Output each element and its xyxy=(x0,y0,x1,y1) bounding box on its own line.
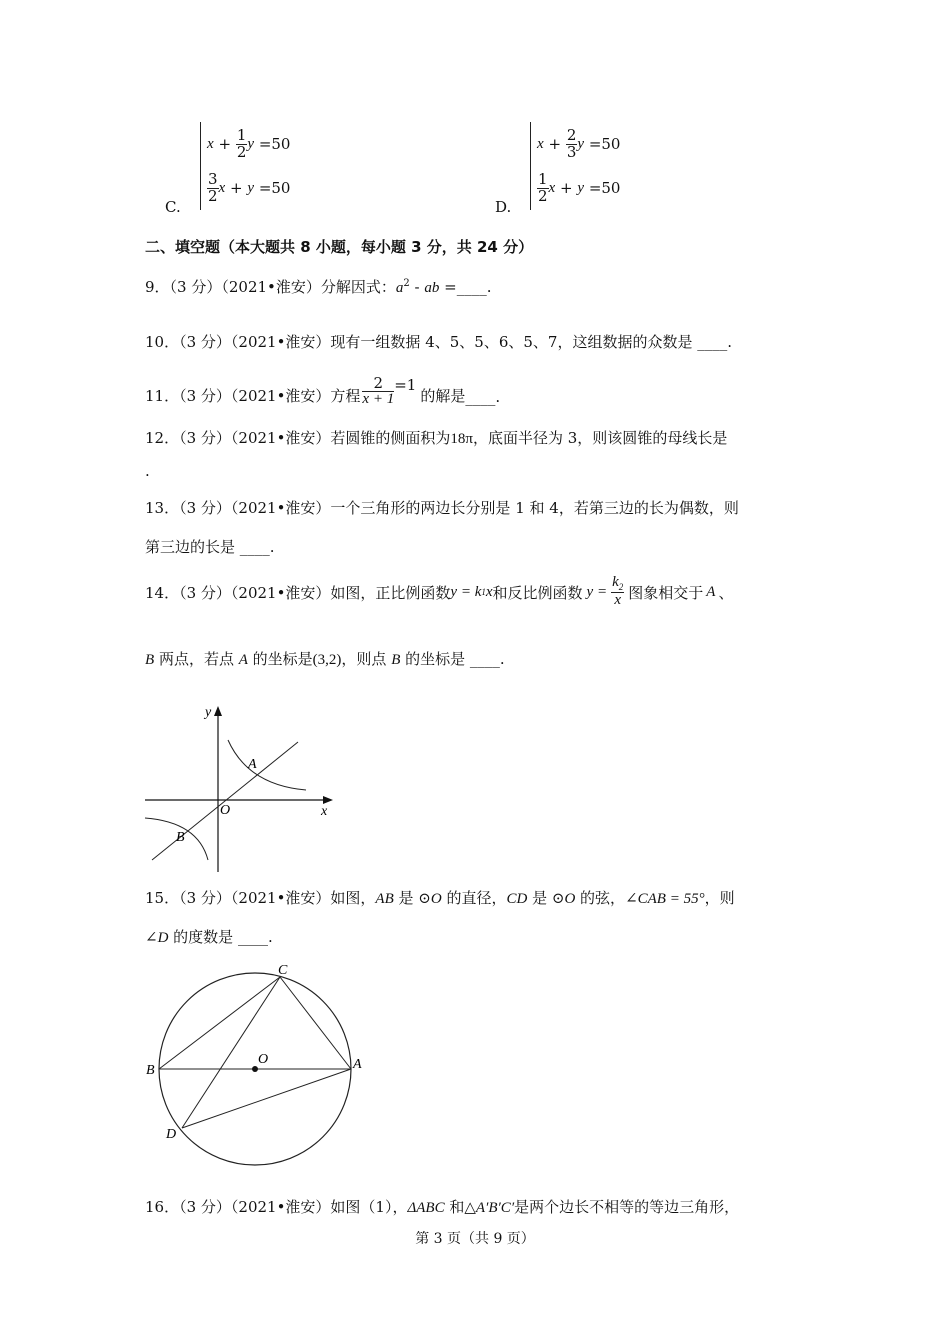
answer-blank: ____ xyxy=(697,333,728,351)
chord-ca xyxy=(280,977,351,1069)
label-point-a: A xyxy=(248,757,257,772)
answer-blank: ____ xyxy=(465,388,496,406)
answer-blank: ____ xyxy=(469,650,500,668)
proportional-line xyxy=(152,742,298,860)
option-c-eq2: $\frac{3}{2}$ x + y =50 xyxy=(208,169,291,205)
chord-da xyxy=(182,1069,351,1128)
label-c: C xyxy=(278,963,288,978)
label-point-b: B xyxy=(176,830,185,845)
section-title: 二、填空题（本大题共 8 小题，每小题 3 分，共 24 分） xyxy=(145,238,534,256)
answer-blank: ____ xyxy=(456,278,487,296)
option-d xyxy=(495,198,511,216)
label-origin: O xyxy=(220,803,231,818)
label-y: y xyxy=(205,705,212,720)
answer-blank: ____ xyxy=(237,928,268,946)
question-13: 13．（3 分）（2021•淮安）一个三角形的两边长分别是 1 和 4，若第三边的长为偶数，则 xyxy=(145,499,739,517)
option-d-label: D. xyxy=(495,198,512,216)
option-c-system xyxy=(200,122,290,210)
option-c xyxy=(165,198,181,216)
label-a: A xyxy=(353,1057,362,1072)
question-16: 16．（3 分）（2021•淮安）如图（1），ΔABC 和△A′B′C′是两个边长不相等的等边三角形， xyxy=(145,1198,740,1216)
option-d-system xyxy=(530,122,620,210)
label-o: O xyxy=(258,1052,269,1067)
x-axis-arrow xyxy=(323,796,333,804)
hyperbola-upper-branch xyxy=(228,740,306,790)
question-12: 12．（3 分）（2021•淮安）若圆锥的侧面积为18π，底面半径为 3，则该圆锥的母线长是 xyxy=(145,429,728,447)
question-10: 10．（3 分）（2021•淮安）现有一组数据 4、5、5、6、5、7，这组数据的众数是 ____. xyxy=(145,333,733,351)
label-x: x xyxy=(321,804,328,819)
answer-blank: ____ xyxy=(239,538,270,556)
function-graph-figure xyxy=(140,700,340,875)
option-c-label: C. xyxy=(165,198,181,216)
equation-fraction: $\frac{2}{x + 1}$ xyxy=(362,373,395,408)
label-d: D xyxy=(166,1127,177,1142)
option-d-eq2: $\frac{1}{2}$ x + y =50 xyxy=(538,169,621,205)
question-15-line2: ∠D 的度数是 ____. xyxy=(145,928,273,946)
circle-figure xyxy=(140,960,380,1175)
question-14: 14．（3 分）（2021•淮安）如图，正比例函数 y = k 1 x 和反比例函数 y = $\frac{k_2}{x}$ 图象相交于 A 、 xyxy=(145,573,734,609)
page-footer: 第 3 页（共 9 页） xyxy=(415,1231,535,1247)
question-15: 15．（3 分）（2021•淮安）如图，AB 是 ⊙O 的直径，CD 是 ⊙O 的弦，∠CAB = 55°，则 xyxy=(145,889,735,907)
y-axis-arrow xyxy=(214,706,222,716)
question-14-line2: B 两点，若点 A 的坐标是(3,2)，则点 B 的坐标是 ____. xyxy=(145,650,505,668)
question-9: 9．（3 分）（2021•淮安）分解因式：$a^2$ - ab =____. xyxy=(145,278,492,296)
label-b: B xyxy=(146,1063,155,1078)
option-d-eq1: x + $\frac{2}{3}$ y =50 xyxy=(537,125,621,161)
option-c-eq1: x + $\frac{1}{2}$ y =50 xyxy=(207,125,291,161)
question-13-line2: 第三边的长是 ____. xyxy=(145,538,275,556)
question-11: 11．（3 分）（2021•淮安）方程 $\frac{2}{x + 1}$ =1 的解是 ____ . xyxy=(145,373,501,408)
question-12-line2: . xyxy=(145,462,150,480)
